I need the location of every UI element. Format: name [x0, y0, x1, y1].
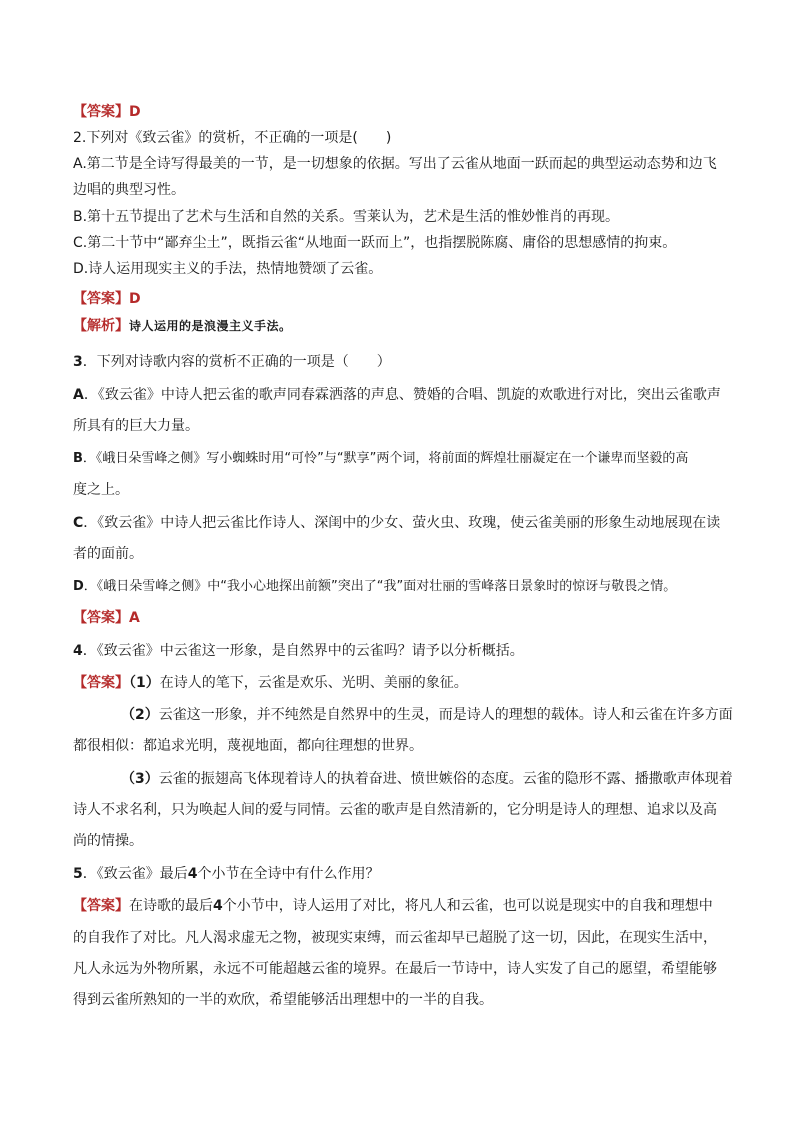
q3-option-a-text: ．《致云雀》中诗人把云雀的歌声同春霖洒落的声息、赞婚的合唱、凯旋的欢歌进行对比，突出云雀歌声	[83, 387, 721, 403]
q2-option-c: C.第二十节中“鄙弃尘土”，既指云雀“从地面一跃而上”，也指摆脱陈腐、庸俗的思想感情的拘束。	[73, 235, 677, 251]
q4-number: 4	[73, 643, 83, 659]
q4-stem-line	[73, 641, 524, 661]
q5-answer-line4: 得到云雀所熟知的一半的欢欣，希望能够活出理想中的一半的自我。	[73, 992, 493, 1008]
q5-answer-line1	[73, 896, 713, 916]
q2-answer-line	[73, 289, 141, 309]
q3-option-d-text: ．《峨日朵雪峰之侧》中“我小心地探出前额”突出了“我”面对壮丽的雪峰落日景象时的惊讶与敬畏之情。	[83, 579, 677, 594]
q3-answer-line	[73, 608, 140, 628]
q3-option-b-text: ．《峨日朵雪峰之侧》写小蜘蛛时用“可怜”与“默享”两个词，将前面的辉煌壮丽凝定在一个谦卑而坚毅的高	[82, 451, 689, 466]
answer-tag: 【答案】	[73, 610, 129, 626]
q2-analysis-line	[73, 316, 292, 336]
q2-option-b: B.第十五节提出了艺术与生活和自然的关系。雪莱认为，艺术是生活的惟妙惟肖的再现。	[73, 209, 620, 225]
q3-stem: ．下列对诗歌内容的赏析不正确的一项是（ ）	[82, 354, 391, 370]
q3-option-c-line1	[73, 513, 720, 533]
q5-answer-line3: 凡人永远为外物所累，永远不可能超越云雀的境界。在最后一节诗中，诗人实发了自己的愿望，希望能够	[73, 961, 717, 977]
answer-tag: 【答案】	[73, 291, 129, 307]
q3-option-a-line2: 所具有的巨大力量。	[73, 418, 199, 434]
answer-tag: 【答案】	[73, 675, 129, 691]
q3-option-c-letter: C	[73, 515, 84, 531]
q4-point1-number: （1）	[129, 675, 160, 691]
q2-answer: D	[129, 291, 141, 307]
q3-option-a-letter: A	[73, 387, 84, 403]
q3-number: 3	[73, 354, 83, 370]
q4-point1: 在诗人的笔下，云雀是欢乐、光明、美丽的象征。	[159, 675, 468, 691]
q4-point2-text: 云雀这一形象，并不纯然是自然界中的生灵，而是诗人的理想的载体。诗人和云雀在许多方面	[158, 707, 733, 723]
q1-answer-line	[73, 102, 141, 122]
q5-answer-part1: 在诗歌的最后	[129, 898, 213, 914]
q4-point3-line2: 诗人不求名利，只为唤起人间的爱与同情。云雀的歌声是自然清新的，它分明是诗人的理想、追求以及高	[73, 802, 717, 818]
q3-answer: A	[129, 610, 140, 626]
q2-option-a-line2: 边唱的典型习性。	[73, 182, 185, 198]
q3-option-d-letter: D	[73, 579, 84, 594]
q5-number: 5	[73, 866, 83, 882]
q4-point3-number: （3）	[121, 771, 159, 787]
analysis-tag: 【解析】	[73, 318, 129, 334]
q4-point2-number: （2）	[121, 707, 159, 723]
q5-answer-part2: 个小节中，诗人运用了对比，将凡人和云雀，也可以说是现实中的自我和理想中	[222, 898, 713, 914]
q3-option-a-line1	[73, 385, 721, 405]
q5-stem-part1: ．《致云雀》最后	[82, 866, 188, 882]
q3-option-c-text: ．《致云雀》中诗人把云雀比作诗人、深闺中的少女、萤火虫、玫瑰，使云雀美丽的形象生动地展现在读	[83, 515, 721, 531]
q2-stem: 2.下列对《致云雀》的赏析，不正确的一项是( )	[73, 130, 392, 146]
answer-tag: 【答案】	[73, 104, 129, 120]
q4-point3-line3: 尚的情操。	[73, 833, 143, 849]
q3-option-b-line2: 度之上。	[73, 482, 129, 498]
q3-option-c-line2: 者的面前。	[73, 546, 143, 562]
q4-point3-text: 云雀的振翅高飞体现着诗人的执着奋进、愤世嫉俗的态度。云雀的隐形不露、播撒歌声体现着	[158, 771, 733, 787]
q3-stem-line	[73, 352, 391, 372]
q4-answer-line1	[73, 673, 468, 693]
q3-option-b-line1	[73, 449, 688, 469]
q5-stem-count: 4	[187, 866, 198, 882]
q5-stem-part2: 个小节在全诗中有什么作用？	[197, 866, 380, 882]
q2-option-a-line1: A.第二节是全诗写得最美的一节，是一切想象的依据。写出了云雀从地面一跃而起的典型运动态势和边飞	[73, 156, 717, 172]
q5-answer-line2: 的自我作了对比。凡人渴求虚无之物，被现实束缚，而云雀却早已超脱了这一切，因此，在现实生活中，	[73, 930, 717, 946]
q4-point3-line1	[121, 769, 733, 789]
q1-answer: D	[129, 104, 141, 120]
q2-analysis: 诗人运用的是浪漫主义手法。	[129, 319, 292, 333]
q3-option-b-letter: B	[73, 451, 83, 466]
q5-answer-count: 4	[213, 898, 223, 914]
q3-option-d-line1	[73, 577, 676, 597]
q5-stem-line	[73, 864, 380, 884]
answer-tag: 【答案】	[73, 898, 129, 914]
q4-stem: ．《致云雀》中云雀这一形象，是自然界中的云雀吗？请予以分析概括。	[82, 643, 524, 659]
q4-point2-line2: 都很相似：都追求光明，蔑视地面，都向往理想的世界。	[73, 738, 423, 754]
q4-point2-line1	[121, 705, 733, 725]
q2-option-d: D.诗人运用现实主义的手法，热情地赞颂了云雀。	[73, 261, 383, 277]
